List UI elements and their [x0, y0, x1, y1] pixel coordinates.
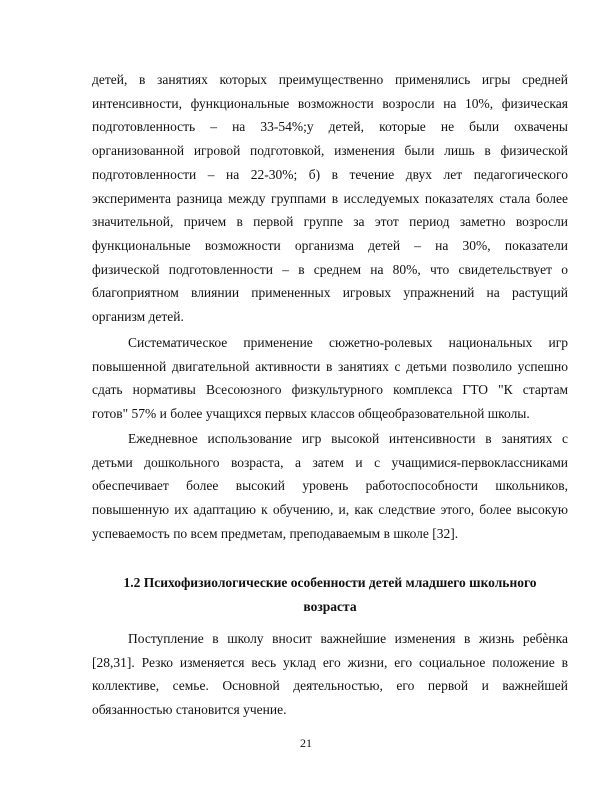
paragraph-line: повышенную их адаптацию к обучению, и, как следствие этого, более высокую: [92, 502, 568, 518]
paragraph-line: успеваемость по всем предметам, преподаваемым в школе [32].: [92, 525, 459, 541]
paragraph-line: подготовленности – на 22-30%; б) в течение двух лет педагогического: [92, 166, 568, 182]
paragraph-line: коллективе, семье. Основной деятельностью, его первой и важнейшей: [92, 678, 568, 694]
paragraph-line: физической подготовленности – в среднем на 80%, что свидетельствует о: [92, 261, 568, 277]
section-heading-line-2: возраста: [303, 598, 357, 614]
paragraph-1: [92, 68, 568, 329]
paragraph-line: [28,31]. Резко изменяется весь уклад его жизни, его социальное положение в: [92, 654, 568, 670]
paragraph-line: подготовленность – на 33-54%;у детей, которые не были охвачены: [92, 119, 568, 135]
paragraph-line: готов" 57% и более учащихся первых классов общеобразовательной школы.: [92, 406, 530, 422]
paragraph-3: [92, 427, 568, 546]
page-number: 21: [300, 736, 312, 750]
paragraph-4: [92, 627, 568, 722]
paragraph-line: Ежедневное использование игр высокой интенсивности в занятиях с: [128, 431, 568, 446]
paragraph-line: Поступление в школу вносит важнейшие изменения в жизнь ребѐнка: [128, 631, 568, 646]
paragraph-line: интенсивности, функциональные возможности возросли на 10%, физическая: [92, 95, 568, 111]
paragraph-line: детьми дошкольного возраста, а затем и с учащимися-первоклассниками: [92, 454, 568, 470]
paragraph-2: [92, 331, 568, 426]
section-heading-line-1: 1.2 Психофизиологические особенности детей младшего школьного: [123, 575, 537, 590]
paragraph-line: организованной игровой подготовкой, изменения были лишь в физической: [92, 143, 568, 159]
paragraph-line: организм детей.: [92, 309, 184, 325]
paragraph-line: Систематическое применение сюжетно-ролевых национальных игр: [128, 335, 568, 350]
paragraph-line: обеспечивает более высокий уровень работоспособности школьников,: [92, 478, 568, 494]
paragraph-line: обязанностью становится учение.: [92, 702, 287, 718]
paragraph-line: значительной, причем в первой группе за этот период заметно возросли: [92, 214, 568, 230]
section-heading: [92, 571, 568, 618]
paragraph-line: благоприятном влиянии примененных игровых упражнений на растущий: [92, 285, 568, 301]
paragraph-line: повышенной двигательной активности в занятиях с детьми позволило успешно: [92, 358, 568, 374]
paragraph-line: детей, в занятиях которых преимущественно применялись игры средней: [92, 72, 568, 87]
paragraph-line: сдать нормативы Всесоюзного физкультурного комплекса ГТО "К стартам: [92, 382, 568, 398]
paragraph-line: функциональные возможности организма детей – на 30%, показатели: [92, 237, 568, 253]
paragraph-line: эксперимента разница между группами в исследуемых показателях стала более: [92, 190, 568, 206]
